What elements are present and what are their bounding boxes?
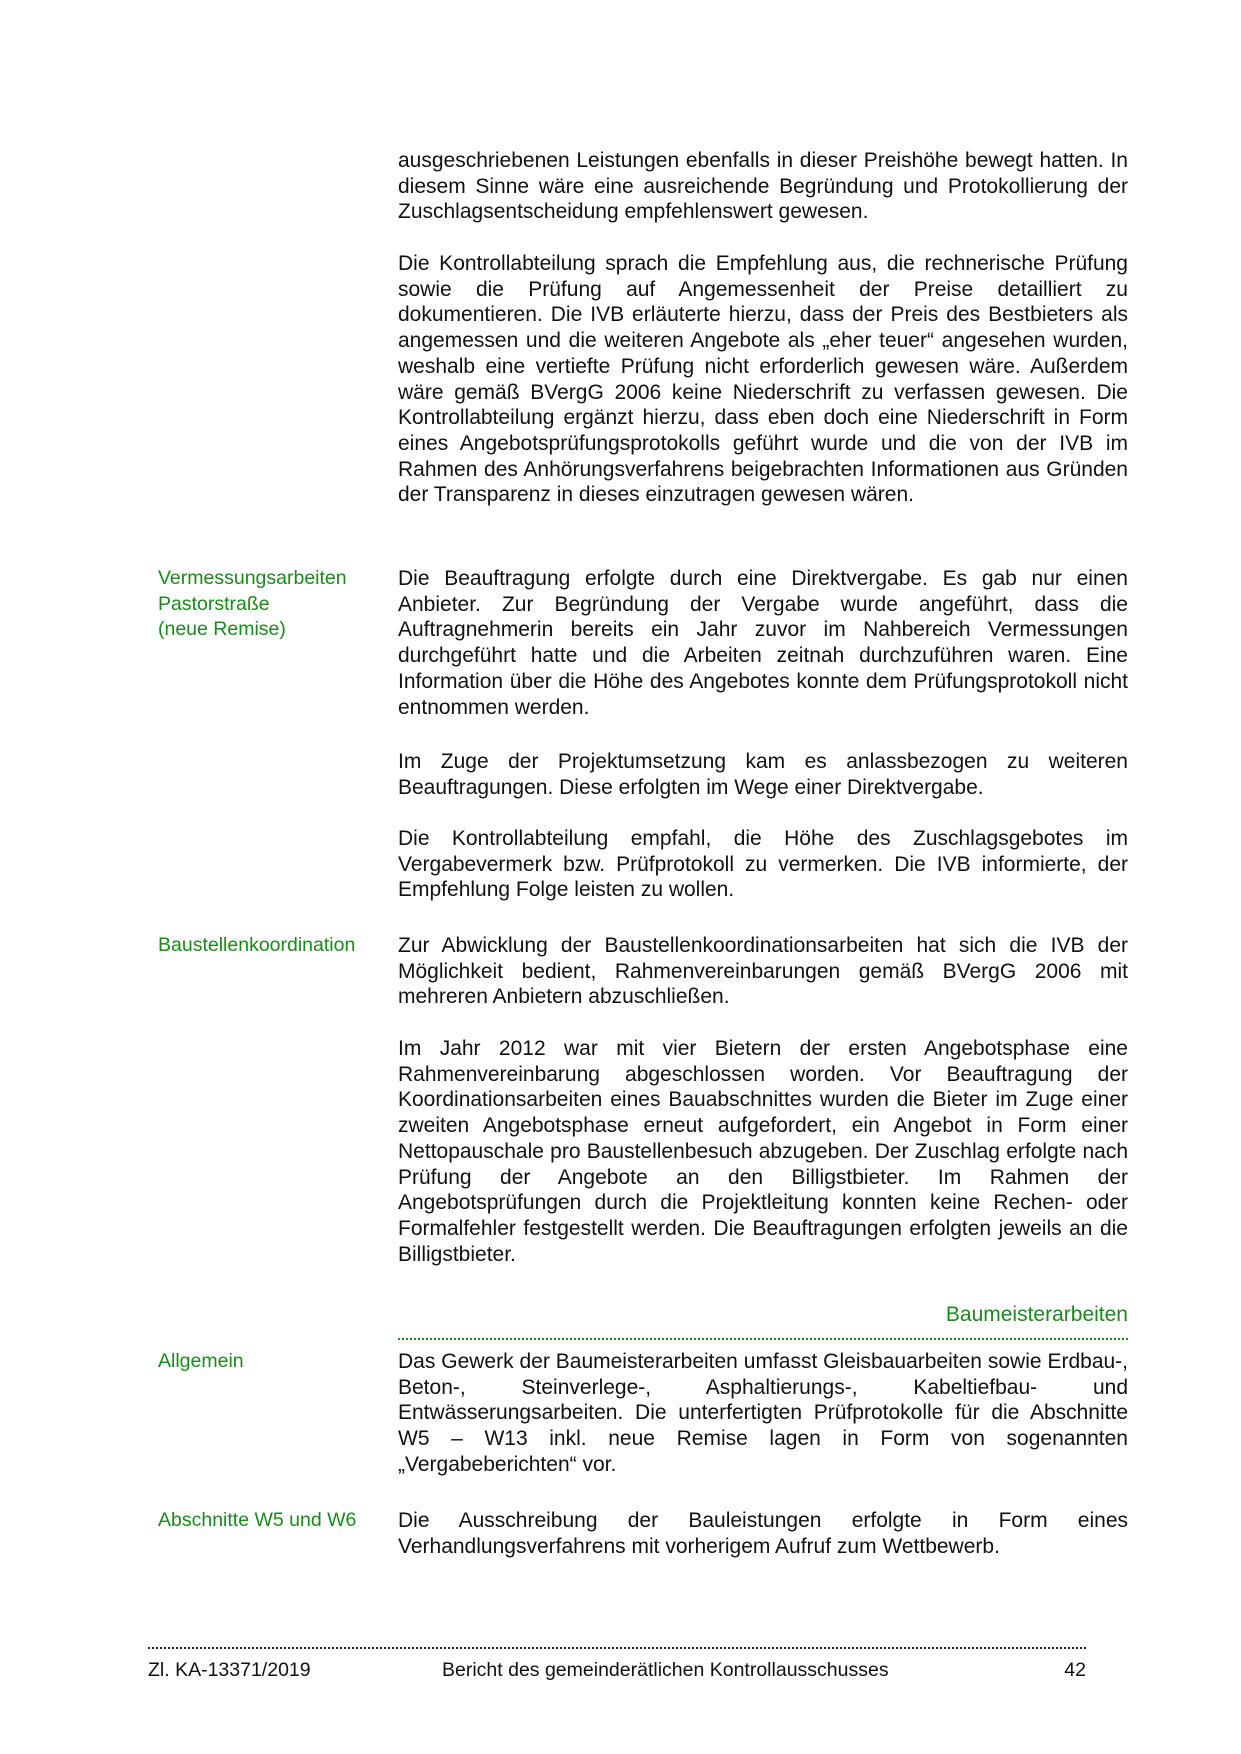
footer-title: Bericht des gemeinderätlichen Kontrollausschusses xyxy=(442,1659,889,1681)
page-number: 42 xyxy=(1064,1659,1086,1681)
margin-label-line: (neue Remise) xyxy=(158,618,286,640)
footer-divider xyxy=(148,1647,1086,1649)
margin-label-vermessungsarbeiten xyxy=(158,566,388,643)
margin-label-baustellenkoordination: Baustellenkoordination xyxy=(158,934,356,956)
body-paragraph: ausgeschriebenen Leistungen ebenfalls in dieser Preishöhe bewegt hatten. In diesem Sinne wäre eine ausreichende Begründung und Protokollierung der Zuschlagsentscheidung empfehlenswert gewesen. xyxy=(398,149,1128,224)
body-paragraph: Die Ausschreibung der Bauleistungen erfolgte in Form eines Verhandlungsverfahrens mit vorherigem Aufruf zum Wettbewerb. xyxy=(398,1509,1128,1558)
body-paragraph: Die Kontrollabteilung sprach die Empfehlung aus, die rechnerische Prüfung sowie die Prüfung auf Angemessenheit der Preise detailliert zu dokumentieren. Die IVB erläuterte hierzu, dass der Preis des Bestbieters als angemessen und die weiteren Angebote als „eher teuer“ angesehen wurden, weshalb eine vertiefte Prüfung nicht erforderlich gewesen wäre. Außerdem wäre gemäß BVergG 2006 keine Niederschrift zu verfassen gewesen. Die Kontrollabteilung ergänzt hierzu, dass eben doch eine Niederschrift in Form eines Angebotsprüfungsprotokolls geführt wurde und die von der IVB im Rahmen des Anhörungsverfahrens beigebrachten Informationen aus Gründen der Transparenz in dieses einzutragen gewesen wären. xyxy=(398,252,1128,507)
margin-label-line: Pastorstraße xyxy=(158,592,270,615)
margin-label-abschnitte-w5-w6: Abschnitte W5 und W6 xyxy=(158,1509,357,1531)
body-paragraph: Im Zuge der Projektumsetzung kam es anlassbezogen zu weiteren Beauftragungen. Diese erfolgten im Wege einer Direktvergabe. xyxy=(398,750,1128,799)
body-paragraph: Die Kontrollabteilung empfahl, die Höhe des Zuschlagsgebotes im Vergabevermerk bzw. Prüfprotokoll zu vermerken. Die IVB informierte, der Empfehlung Folge leisten zu wollen. xyxy=(398,827,1128,902)
footer-reference: Zl. KA-13371/2019 xyxy=(148,1659,311,1681)
margin-label-allgemein: Allgemein xyxy=(158,1350,244,1372)
body-paragraph: Im Jahr 2012 war mit vier Bietern der ersten Angebotsphase eine Rahmenvereinbarung abgeschlossen worden. Vor Beauftragung der Koordinationsarbeiten eines Bauabschnittes wurden die Bieter im Zuge einer zweiten Angebotsphase erneut aufgefordert, ein Angebot in Form einer Nettopauschale pro Baustellenbesuch abzugeben. Der Zuschlag erfolgte nach Prüfung der Angebote an den Billigstbieter. Im Rahmen der Angebotsprüfungen durch die Projektleitung konnten keine Rechen- oder Formalfehler festgestellt werden. Die Beauftragungen erfolgten jeweils an die Billigstbieter. xyxy=(398,1037,1128,1266)
section-divider xyxy=(398,1338,1128,1340)
body-paragraph: Das Gewerk der Baumeisterarbeiten umfasst Gleisbauarbeiten sowie Erdbau-, Beton-, Steinverlege-, Asphaltierungs-, Kabeltiefbau- und Entwässerungsarbeiten. Die unterfertigten Prüfprotokolle für die Abschnitte W5 – W13 inkl. neue Remise lagen in Form von sogenannten „Vergabeberichten“ vor. xyxy=(398,1350,1128,1476)
body-paragraph: Zur Abwicklung der Baustellenkoordinationsarbeiten hat sich die IVB der Möglichkeit bedient, Rahmenvereinbarungen gemäß BVergG 2006 mit mehreren Anbietern abzuschließen. xyxy=(398,934,1128,1009)
section-heading: Baumeisterarbeiten xyxy=(945,1303,1128,1326)
body-paragraph: Die Beauftragung erfolgte durch eine Direktvergabe. Es gab nur einen Anbieter. Zur Begründung der Vergabe wurde angeführt, dass die Auftragnehmerin bereits ein Jahr zuvor im Nahbereich Vermessungen durchgeführt hatte und die Arbeiten zeitnah durchzuführen waren. Eine Information über die Höhe des Angebotes konnte dem Prüfungsprotokoll nicht entnommen werden. xyxy=(398,567,1128,719)
margin-label-line: Vermessungsarbeiten xyxy=(158,567,347,589)
